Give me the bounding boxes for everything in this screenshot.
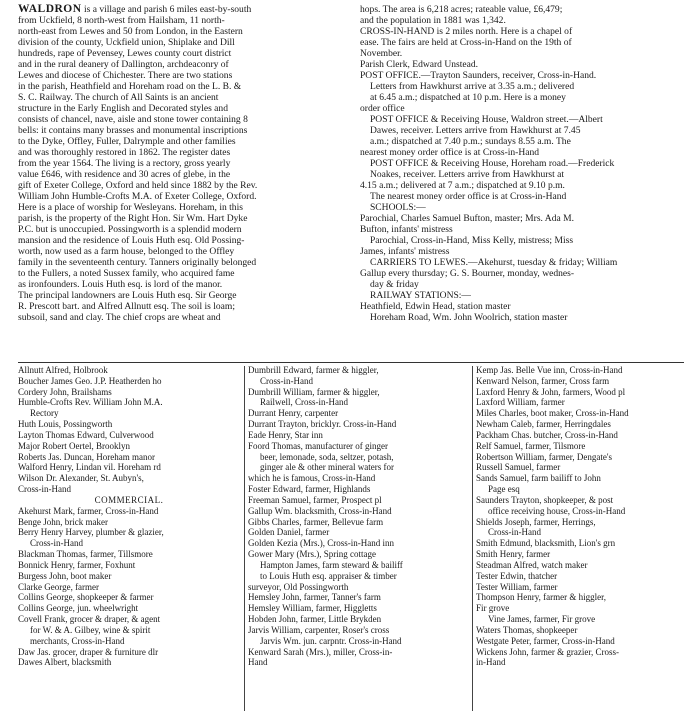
column-divider bbox=[244, 366, 245, 711]
entry-line: Dumbrill Edward, farmer & higgler, bbox=[248, 365, 379, 375]
entry-line: for W. & A. Gilbey, wine & spirit bbox=[30, 624, 151, 635]
description-line: P.C. but is unoccupied. Possingworth is a splendid modern bbox=[18, 224, 242, 235]
detail-line: Dawes, receiver. Letters arrive from Hawkhurst at 7.45 bbox=[370, 125, 581, 136]
place-name: WALDRON bbox=[18, 4, 82, 15]
entry-line: Robertson William, farmer, Dengate's bbox=[476, 451, 612, 462]
entry-line: Dumbrill William, farmer & higgler, bbox=[248, 386, 380, 397]
entry-line: Saunders Trayton, shopkeeper, & post bbox=[476, 494, 614, 505]
entry-line: Laxford William, farmer bbox=[476, 397, 565, 408]
entry-line: Kenward Nelson, farmer, Cross farm bbox=[476, 375, 610, 386]
entry-line: Wickens John, farmer & grazier, Cross- bbox=[476, 646, 619, 657]
entry-line: which he is famous, Cross-in-Hand bbox=[248, 473, 376, 484]
detail-line: nearest money order office is at Cross-in-Hand bbox=[360, 147, 540, 158]
entry-line: Bonnick Henry, farmer, Foxhunt bbox=[18, 559, 136, 570]
detail-line: a.m.; dispatched at 7.40 p.m.; sundays 8.55 a.m. The bbox=[370, 136, 571, 147]
entry-line: Packham Chas. butcher, Cross-in-Hand bbox=[476, 429, 618, 440]
description-line: north-east from Lewes and 50 from London, in the Eastern bbox=[18, 26, 243, 37]
detail-line: James, infants' mistress bbox=[360, 246, 450, 257]
place-details bbox=[360, 4, 684, 323]
entry-line: Westgate Peter, farmer, Cross-in-Hand bbox=[476, 635, 615, 646]
entry-line: Freeman Samuel, farmer, Prospect pl bbox=[248, 494, 382, 505]
entry-line: Hemsley John, farmer, Tanner's farm bbox=[248, 592, 381, 603]
entry-line: Cross-in-Hand bbox=[260, 375, 313, 386]
entry-line: Golden Kezia (Mrs.), Cross-in-Hand inn bbox=[248, 538, 394, 549]
detail-line: Horeham Road, Wm. John Woolrich, station master bbox=[370, 312, 568, 323]
entry-line: Cross-in-Hand bbox=[30, 538, 83, 549]
entry-line: Benge John, brick maker bbox=[18, 516, 108, 527]
entries-column-2 bbox=[248, 365, 470, 668]
entry-line: Jarvis William, carpenter, Roser's cross bbox=[248, 624, 390, 635]
description-line: William John Humble-Crofts M.A. of Exeter College, Oxford. bbox=[18, 191, 257, 202]
entry-line: Page esq bbox=[488, 484, 520, 495]
detail-line: Letters from Hawkhurst arrive at 3.35 a.m.; delivered bbox=[370, 81, 575, 92]
description-line: worth, now used as a farm house, belonged to the Offley bbox=[18, 246, 235, 257]
entry-line: Eade Henry, Star inn bbox=[248, 429, 323, 440]
entry-line: Gallup Wm. blacksmith, Cross-in-Hand bbox=[248, 505, 392, 516]
entry-line: Durrant Trayton, bricklyr. Cross-in-Hand bbox=[248, 419, 397, 430]
entry-line: Laxford Henry & John, farmers, Wood pl bbox=[476, 386, 626, 397]
description-line: to the Dyke, Offley, Fuller, Dalrymple and other families bbox=[18, 136, 236, 147]
detail-line: SCHOOLS:— bbox=[370, 202, 426, 213]
column-divider bbox=[472, 366, 473, 711]
entry-line: Collins George, shopkeeper & farmer bbox=[18, 592, 154, 603]
entry-line: Durrant Henry, carpenter bbox=[248, 408, 339, 419]
detail-line: CARRIERS TO LEWES.—Akehurst, tuesday & friday; William bbox=[370, 257, 618, 268]
description-line: from the year 1564. The living is a rectory, gross yearly bbox=[18, 158, 231, 169]
entry-line: Foster Edward, farmer, Highlands bbox=[248, 484, 371, 495]
detail-line: order office bbox=[360, 103, 405, 114]
entry-line: Roberts Jas. Duncan, Horeham manor bbox=[18, 451, 155, 462]
description-line: Here is a place of worship for Wesleyans. Horeham, in this bbox=[18, 202, 243, 213]
entry-line: Covell Frank, grocer & draper, & agent bbox=[18, 614, 161, 625]
entry-line: Thompson Henry, farmer & higgler, bbox=[476, 592, 607, 603]
entry-line: Miles Charles, boot maker, Cross-in-Hand bbox=[476, 408, 629, 419]
detail-line: day & friday bbox=[370, 279, 419, 290]
detail-line: Bufton, infants' mistress bbox=[360, 224, 453, 235]
entry-line: Russell Samuel, farmer bbox=[476, 462, 561, 473]
detail-line: The nearest money order office is at Cross-in-Hand bbox=[370, 191, 567, 202]
description-line: to the Fullers, a noted Sussex family, who acquired fame bbox=[18, 268, 235, 279]
entry-line: Hand bbox=[248, 657, 268, 668]
entry-line: Allnutt Alfred, Holbrook bbox=[18, 365, 108, 375]
detail-line: POST OFFICE & Receiving House, Horeham road.—Frederick bbox=[370, 158, 615, 169]
entry-line: Smith Henry, farmer bbox=[476, 549, 551, 560]
entry-line: Newham Caleb, farmer, Herringdales bbox=[476, 419, 611, 430]
entry-line: Railwell, Cross-in-Hand bbox=[260, 397, 348, 408]
entry-line: Tester Edwin, thatcher bbox=[476, 570, 558, 581]
detail-line: and the population in 1881 was 1,342. bbox=[360, 15, 506, 26]
description-line: WALDRON is a village and parish 6 miles east-by-south bbox=[18, 4, 252, 15]
detail-line: Parochial, Cross-in-Hand, Miss Kelly, mistress; Miss bbox=[370, 235, 574, 246]
entry-line: Hemsley William, farmer, Higgletts bbox=[248, 603, 377, 614]
entry-line: surveyor, Old Possingworth bbox=[248, 581, 349, 592]
entry-line: in-Hand bbox=[476, 657, 506, 668]
entry-line: Kemp Jas. Belle Vue inn, Cross-in-Hand bbox=[476, 365, 623, 375]
entry-line: Tester William, farmer bbox=[476, 581, 558, 592]
description-line: as ironfounders. Louis Huth esq. is lord of the manor. bbox=[18, 279, 223, 290]
entry-line: Berry Henry Harvey, plumber & glazier, bbox=[18, 527, 164, 538]
entry-line: beer, lemonade, soda, seltzer, potash, bbox=[260, 451, 394, 462]
entry-line: Hobden John, farmer, Little Brykden bbox=[248, 614, 382, 625]
entry-line: Cordery John, Brailshams bbox=[18, 386, 112, 397]
entry-line: Waters Thomas, shopkeeper bbox=[476, 624, 578, 635]
description-line: subsoil, sand and clay. The chief crops are wheat and bbox=[18, 312, 221, 323]
section-divider bbox=[18, 362, 684, 363]
description-line: and was thoroughly restored in 1862. The register dates bbox=[18, 147, 231, 158]
description-line: Lewes and diocese of Chichester. There are two stations bbox=[18, 70, 233, 81]
entry-line: Walford Henry, Lindan vil. Horeham rd bbox=[18, 462, 161, 473]
detail-line: POST OFFICE.—Trayton Saunders, receiver, Cross-in-Hand. bbox=[360, 70, 597, 81]
entry-line: Steadman Alfred, watch maker bbox=[476, 559, 588, 570]
entry-line: Gower Mary (Mrs.), Spring cottage bbox=[248, 549, 376, 560]
detail-line: Parish Clerk, Edward Unstead. bbox=[360, 59, 478, 70]
entry-line: Rectory bbox=[30, 408, 59, 419]
entries-column-1 bbox=[18, 365, 240, 668]
description-line: structure in the Early English and Decorated styles and bbox=[18, 103, 228, 114]
detail-line: Gallup every thursday; G. S. Bourner, monday, wednes- bbox=[360, 268, 575, 279]
section-heading: COMMERCIAL. bbox=[94, 494, 164, 505]
entry-line: Kenward Sarah (Mrs.), miller, Cross-in- bbox=[248, 646, 393, 657]
entry-line: Golden Daniel, farmer bbox=[248, 527, 330, 538]
description-line: hundreds, rape of Pevensey, Lewes county court district bbox=[18, 48, 232, 59]
entry-line: Relf Samuel, farmer, Tilsmore bbox=[476, 440, 586, 451]
entry-line: Clarke George, farmer bbox=[18, 581, 100, 592]
entry-line: Sands Samuel, farm bailiff to John bbox=[476, 473, 601, 484]
detail-line: CROSS-IN-HAND is 2 miles north. Here is a chapel of bbox=[360, 26, 573, 37]
entry-line: Gibbs Charles, farmer, Bellevue farm bbox=[248, 516, 384, 527]
entry-line: Collins George, jun. wheelwright bbox=[18, 603, 139, 614]
description-line: The principal landowners are Louis Huth esq. Sir George bbox=[18, 290, 237, 301]
detail-line: at 6.45 a.m.; dispatched at 10 p.m. Here is a money bbox=[370, 92, 566, 103]
description-line: in the parish, Heathfield and Horeham road on the L. B. & bbox=[18, 81, 242, 92]
detail-line: 4.15 a.m.; delivered at 7 a.m.; dispatched at 9.10 p.m. bbox=[360, 180, 565, 191]
entry-line: Burgess John, boot maker bbox=[18, 570, 112, 581]
entry-line: ginger ale & other mineral waters for bbox=[260, 462, 394, 473]
entry-line: Wilson Dr. Alexander, St. Aubyn's, bbox=[18, 473, 144, 484]
description-line: value £646, with residence and 30 acres of glebe, in the bbox=[18, 169, 231, 180]
detail-line: Heathfield, Edwin Head, station master bbox=[360, 301, 511, 312]
entry-line: office receiving house, Cross-in-Hand bbox=[488, 505, 626, 516]
place-description bbox=[18, 4, 354, 323]
entry-line: Vine James, farmer, Fir grove bbox=[488, 614, 596, 625]
entry-line: to Louis Huth esq. appraiser & timber bbox=[260, 570, 397, 581]
detail-line: Parochial, Charles Samuel Bufton, master; Mrs. Ada M. bbox=[360, 213, 574, 224]
detail-line: RAILWAY STATIONS:— bbox=[370, 290, 471, 301]
detail-line: hops. The area is 6,218 acres; rateable value, £6,479; bbox=[360, 4, 563, 15]
entry-line: merchants, Cross-in-Hand bbox=[30, 635, 125, 646]
detail-line: Noakes, receiver. Letters arrive from Hawkhurst at bbox=[370, 169, 565, 180]
description-line: and in the rural deanery of Dallington, archdeaconry of bbox=[18, 59, 229, 70]
entry-line: Shields Joseph, farmer, Herrings, bbox=[476, 516, 596, 527]
description-line: S. C. Railway. The church of All Saints is an ancient bbox=[18, 92, 219, 103]
entry-line: Cross-in-Hand bbox=[18, 484, 71, 495]
description-line: gift of Exeter College, Oxford and held since 1882 by the Rev. bbox=[18, 180, 258, 191]
detail-line: ease. The fairs are held at Cross-in-Hand on the 19th of bbox=[360, 37, 572, 48]
description-line: division of the county, Uckfield union, Shiplake and Dill bbox=[18, 37, 235, 48]
entry-line: Humble-Crofts Rev. William John M.A. bbox=[18, 397, 163, 408]
entry-line: Hampton James, farm steward & bailiff bbox=[260, 559, 403, 570]
entry-line: Major Robert Oertel, Brooklyn bbox=[18, 440, 130, 451]
entry-line: Smith Edmund, blacksmith, Lion's grn bbox=[476, 538, 616, 549]
detail-line: November. bbox=[360, 48, 403, 59]
entry-line: Blackman Thomas, farmer, Tillsmore bbox=[18, 549, 153, 560]
entry-line: Fir grove bbox=[476, 603, 510, 614]
entry-line: Huth Louis, Possingworth bbox=[18, 419, 113, 430]
description-line: consists of chancel, nave, aisle and stone tower containing 8 bbox=[18, 114, 248, 125]
entry-line: Boucher James Geo. J.P. Heatherden ho bbox=[18, 375, 162, 386]
description-line: parish, is the property of the Right Hon. Sir Wm. Hart Dyke bbox=[18, 213, 248, 224]
entry-line: Layton Thomas Edward, Culverwood bbox=[18, 429, 154, 440]
detail-line: POST OFFICE & Receiving House, Waldron street.—Albert bbox=[370, 114, 603, 125]
description-line: mansion and the residence of Louis Huth esq. Old Possing- bbox=[18, 235, 245, 246]
entry-line: Akehurst Mark, farmer, Cross-in-Hand bbox=[18, 505, 159, 516]
description-line: bells: it contains many brasses and monumental inscriptions bbox=[18, 125, 248, 136]
entry-line: Foord Thomas, manufacturer of ginger bbox=[248, 440, 389, 451]
entry-line: Daw Jas. grocer, draper & furniture dlr bbox=[18, 646, 159, 657]
entry-line: Dawes Albert, blacksmith bbox=[18, 657, 112, 668]
entries-column-3 bbox=[476, 365, 684, 668]
description-line: from Uckfield, 8 north-west from Hailsham, 11 north- bbox=[18, 15, 225, 26]
entry-line: Jarvis Wm. jun. carpntr. Cross-in-Hand bbox=[260, 635, 402, 646]
entry-line: Cross-in-Hand bbox=[488, 527, 541, 538]
description-line: family in the seventeenth century. Tanners originally belonged bbox=[18, 257, 257, 268]
description-line: R. Prescott bart. and Alfred Allnutt esq. The soil is loam; bbox=[18, 301, 235, 312]
